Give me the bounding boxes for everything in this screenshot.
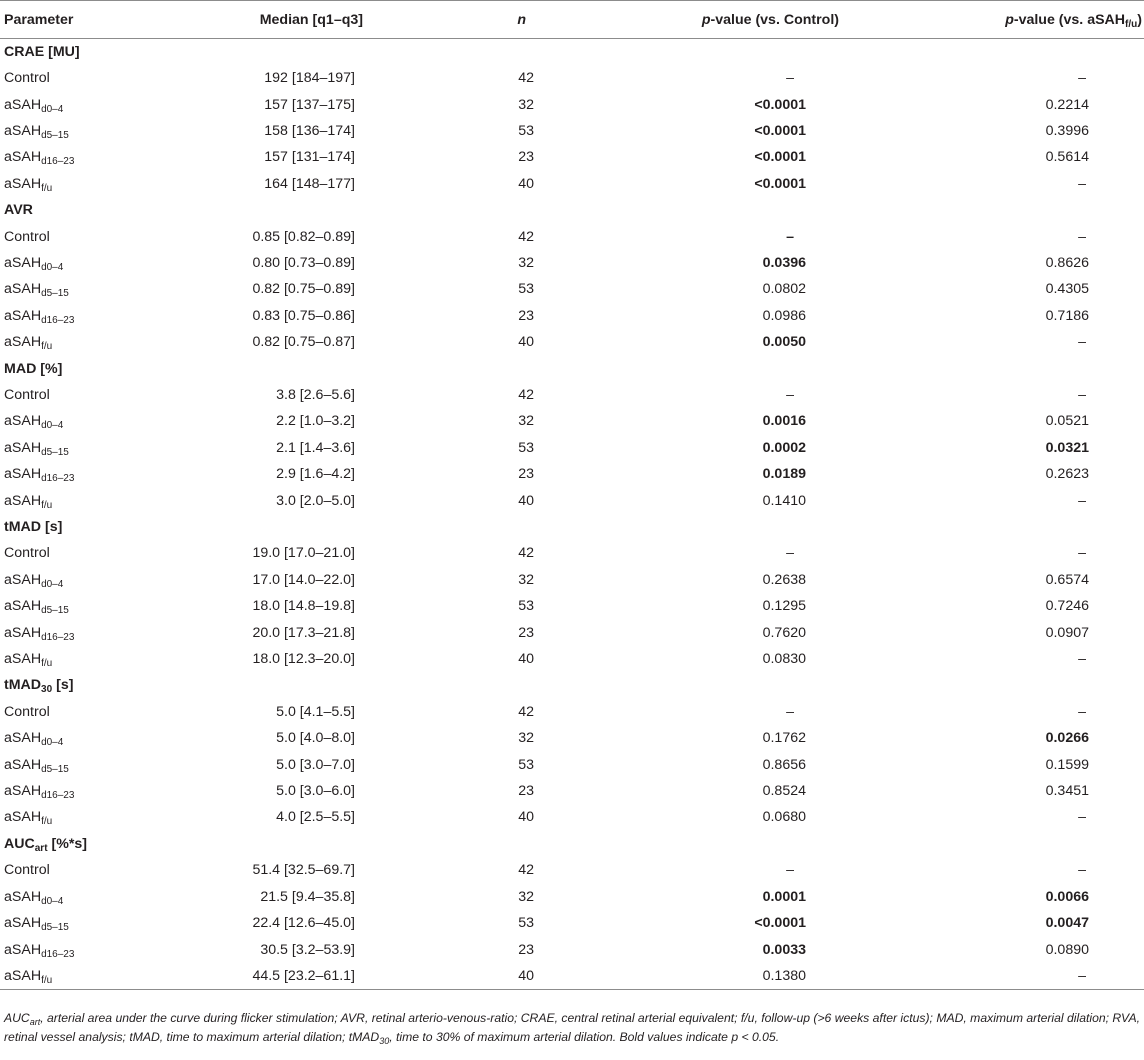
median-cell: 0.82 [0.75–0.87] bbox=[252, 334, 355, 351]
p-followup-cell: 0.3451 bbox=[1045, 783, 1089, 800]
p-control-cell: 0.0033 bbox=[762, 941, 806, 958]
median-cell: 3.8 [2.6–5.6] bbox=[276, 386, 355, 403]
p-followup-cell: 0.0047 bbox=[1045, 915, 1089, 932]
group-label: aSAH$_{d5-15}$ bbox=[4, 598, 69, 617]
p-control-cell: 0.1410 bbox=[762, 492, 806, 509]
header-parameter: Parameter bbox=[0, 1, 198, 39]
median-cell: 2.2 [1.0–3.2] bbox=[276, 413, 355, 430]
p-control-cell: 0.0002 bbox=[762, 439, 806, 456]
table-row bbox=[0, 699, 1144, 725]
group-label: aSAH$_{d16-23}$ bbox=[4, 941, 75, 960]
section-label: MAD [%] bbox=[4, 360, 63, 377]
section-row-crae bbox=[0, 39, 1144, 65]
p-control-cell: – bbox=[786, 228, 794, 245]
p-control-cell: 0.1762 bbox=[762, 730, 806, 747]
n-cell: 40 bbox=[518, 334, 534, 351]
p-control-cell: <0.0001 bbox=[754, 915, 806, 932]
p-followup-cell: 0.0266 bbox=[1045, 730, 1089, 747]
p-control-cell: 0.0680 bbox=[762, 809, 806, 826]
median-cell: 22.4 [12.6–45.0] bbox=[252, 915, 355, 932]
n-cell: 32 bbox=[518, 96, 534, 113]
p-control-cell: <0.0001 bbox=[754, 122, 806, 139]
section-row-tmad bbox=[0, 514, 1144, 540]
group-label: aSAH$_{f/u}$ bbox=[4, 334, 53, 353]
p-followup-cell: – bbox=[1078, 334, 1086, 351]
group-label: aSAH$_{d0-4}$ bbox=[4, 254, 64, 273]
group-label: aSAH$_{d16-23}$ bbox=[4, 783, 75, 802]
table-row bbox=[0, 144, 1144, 170]
header-n: n bbox=[460, 1, 622, 39]
group-label: aSAH$_{f/u}$ bbox=[4, 492, 53, 511]
p-control-cell: – bbox=[786, 703, 794, 720]
table-row bbox=[0, 223, 1144, 249]
p-followup-cell: – bbox=[869, 963, 1144, 989]
n-cell: 42 bbox=[518, 862, 534, 879]
group-label: Control bbox=[4, 862, 50, 879]
median-cell: 192 [184–197] bbox=[264, 70, 355, 87]
group-label: aSAH$_{d5-15}$ bbox=[4, 122, 69, 141]
table-row bbox=[0, 276, 1144, 302]
p-control-cell: 0.1380 bbox=[622, 963, 869, 989]
group-label: aSAH$_{d5-15}$ bbox=[4, 439, 69, 458]
table-row bbox=[0, 540, 1144, 566]
section-row-mad bbox=[0, 355, 1144, 381]
p-followup-cell: 0.0521 bbox=[1045, 413, 1089, 430]
section-label: tMAD [s] bbox=[4, 519, 63, 536]
median-cell: 5.0 [4.0–8.0] bbox=[276, 730, 355, 747]
p-control-cell: 0.0830 bbox=[762, 651, 806, 668]
median-cell: 2.9 [1.6–4.2] bbox=[276, 466, 355, 483]
table-row bbox=[0, 329, 1144, 355]
table-row bbox=[0, 963, 1144, 989]
table-row bbox=[0, 408, 1144, 434]
section-label: tMAD$_{30}$ [s] bbox=[4, 677, 74, 696]
p-control-cell: 0.0050 bbox=[762, 334, 806, 351]
median-cell: 0.82 [0.75–0.89] bbox=[252, 281, 355, 298]
table-row bbox=[0, 778, 1144, 804]
group-label: aSAH$_{d0-4}$ bbox=[4, 888, 64, 907]
median-cell: 0.80 [0.73–0.89] bbox=[252, 254, 355, 271]
table-row bbox=[0, 435, 1144, 461]
median-cell: 18.0 [14.8–19.8] bbox=[252, 598, 355, 615]
median-cell: 5.0 [3.0–7.0] bbox=[276, 756, 355, 773]
n-cell: 53 bbox=[518, 756, 534, 773]
n-cell: 42 bbox=[518, 545, 534, 562]
n-cell: 40 bbox=[460, 963, 622, 989]
group-label: aSAH$_{f/u}$ bbox=[4, 175, 53, 194]
section-row-tmad30 bbox=[0, 672, 1144, 698]
p-followup-cell: 0.0907 bbox=[1045, 624, 1089, 641]
p-followup-cell: – bbox=[1078, 228, 1086, 245]
p-followup-cell: 0.0321 bbox=[1045, 439, 1089, 456]
p-followup-cell: 0.0890 bbox=[1045, 941, 1089, 958]
p-control-cell: 0.1295 bbox=[762, 598, 806, 615]
n-cell: 40 bbox=[518, 809, 534, 826]
median-cell: 3.0 [2.0–5.0] bbox=[276, 492, 355, 509]
p-followup-cell: 0.5614 bbox=[1045, 149, 1089, 166]
p-control-cell: <0.0001 bbox=[754, 96, 806, 113]
p-control-cell: 0.2638 bbox=[762, 571, 806, 588]
n-cell: 53 bbox=[518, 281, 534, 298]
n-cell: 40 bbox=[518, 175, 534, 192]
median-cell: 157 [137–175] bbox=[264, 96, 355, 113]
table-row bbox=[0, 646, 1144, 672]
p-control-cell: – bbox=[786, 545, 794, 562]
p-followup-cell: 0.8626 bbox=[1045, 254, 1089, 271]
section-label: AVR bbox=[4, 202, 33, 219]
p-control-cell: 0.0016 bbox=[762, 413, 806, 430]
p-followup-cell: 0.4305 bbox=[1045, 281, 1089, 298]
p-control-cell: 0.8656 bbox=[762, 756, 806, 773]
table-row bbox=[0, 593, 1144, 619]
p-followup-cell: – bbox=[1078, 703, 1086, 720]
median-cell: 164 [148–177] bbox=[264, 175, 355, 192]
median-cell: 2.1 [1.4–3.6] bbox=[276, 439, 355, 456]
median-cell: 157 [131–174] bbox=[264, 149, 355, 166]
group-label: aSAH$_{d16-23}$ bbox=[4, 624, 75, 643]
n-cell: 32 bbox=[518, 571, 534, 588]
header-p-control: p-value (vs. Control) bbox=[622, 1, 869, 39]
p-followup-cell: – bbox=[1078, 862, 1086, 879]
p-control-cell: 0.0802 bbox=[762, 281, 806, 298]
p-followup-cell: 0.0066 bbox=[1045, 888, 1089, 905]
p-followup-cell: 0.7186 bbox=[1045, 307, 1089, 324]
group-label: Control bbox=[4, 386, 50, 403]
n-cell: 40 bbox=[518, 492, 534, 509]
n-cell: 53 bbox=[518, 122, 534, 139]
p-followup-cell: 0.7246 bbox=[1045, 598, 1089, 615]
group-label: aSAH$_{d0-4}$ bbox=[4, 730, 64, 749]
header-p-followup: p-value (vs. aSAH$_{f/u}$) bbox=[869, 1, 1144, 39]
section-row-avr bbox=[0, 197, 1144, 223]
n-cell: 42 bbox=[518, 228, 534, 245]
p-control-cell: 0.0189 bbox=[762, 466, 806, 483]
table-header-row bbox=[0, 1, 1144, 39]
median-cell: 30.5 [3.2–53.9] bbox=[260, 941, 355, 958]
group-label: aSAH$_{d16-23}$ bbox=[4, 307, 75, 326]
median-cell: 18.0 [12.3–20.0] bbox=[252, 651, 355, 668]
n-cell: 42 bbox=[518, 386, 534, 403]
p-followup-cell: 0.2623 bbox=[1045, 466, 1089, 483]
p-followup-cell: – bbox=[1078, 809, 1086, 826]
n-cell: 40 bbox=[518, 651, 534, 668]
table-row bbox=[0, 567, 1144, 593]
median-cell: 0.83 [0.75–0.86] bbox=[252, 307, 355, 324]
table-row bbox=[0, 65, 1144, 91]
p-followup-cell: – bbox=[1078, 651, 1086, 668]
p-control-cell: 0.8524 bbox=[762, 783, 806, 800]
n-cell: 23 bbox=[518, 307, 534, 324]
table-row bbox=[0, 857, 1144, 883]
table-row bbox=[0, 171, 1144, 197]
table-row bbox=[0, 303, 1144, 329]
section-label: $AUC_{art}$ [%*s] bbox=[4, 835, 87, 854]
table-row bbox=[0, 910, 1144, 936]
table-row bbox=[0, 751, 1144, 777]
p-control-cell: <0.0001 bbox=[754, 149, 806, 166]
group-label: aSAH$_{d0-4}$ bbox=[4, 413, 64, 432]
median-cell: 17.0 [14.0–22.0] bbox=[252, 571, 355, 588]
group-label: aSAH$_{f/u}$ bbox=[0, 963, 198, 989]
n-cell: 23 bbox=[518, 941, 534, 958]
p-followup-cell: 0.6574 bbox=[1045, 571, 1089, 588]
group-label: aSAH$_{d16-23}$ bbox=[4, 149, 75, 168]
n-cell: 32 bbox=[518, 254, 534, 271]
p-control-cell: 0.7620 bbox=[762, 624, 806, 641]
n-cell: 53 bbox=[518, 598, 534, 615]
median-cell: 5.0 [4.1–5.5] bbox=[276, 703, 355, 720]
table-row bbox=[0, 884, 1144, 910]
table-row bbox=[0, 619, 1144, 645]
median-cell: 21.5 [9.4–35.8] bbox=[260, 888, 355, 905]
group-label: aSAH$_{f/u}$ bbox=[4, 651, 53, 670]
median-cell: 51.4 [32.5–69.7] bbox=[252, 862, 355, 879]
p-control-cell: – bbox=[786, 386, 794, 403]
p-control-cell: 0.0001 bbox=[762, 888, 806, 905]
table-row bbox=[0, 936, 1144, 962]
table-row bbox=[0, 487, 1144, 513]
group-label: Control bbox=[4, 228, 50, 245]
p-followup-cell: 0.2214 bbox=[1045, 96, 1089, 113]
p-followup-cell: – bbox=[1078, 70, 1086, 87]
p-followup-cell: – bbox=[1078, 175, 1086, 192]
n-cell: 53 bbox=[518, 439, 534, 456]
p-followup-cell: 0.3996 bbox=[1045, 122, 1089, 139]
median-cell: 0.85 [0.82–0.89] bbox=[252, 228, 355, 245]
table-row bbox=[0, 250, 1144, 276]
group-label: aSAH$_{d5-15}$ bbox=[4, 281, 69, 300]
n-cell: 23 bbox=[518, 466, 534, 483]
group-label: aSAH$_{d16-23}$ bbox=[4, 466, 75, 485]
group-label: Control bbox=[4, 703, 50, 720]
table-footnote: $AUC_{art}$, arterial area under the curve during flicker stimulation; AVR, retinal arterio-venous-ratio; CRAE, central retinal arterial equivalent; f/u, follow-up (>6 weeks after ictus); MAD, maximum arterial dilation; RVA, retinal vessel analysis; tMAD, time to maximum arterial dilation; tMAD$_{30}$, time to 30% of maximum arterial dilation. Bold values indicate p < 0.05. bbox=[4, 1011, 1140, 1046]
n-cell: 23 bbox=[518, 783, 534, 800]
group-label: aSAH$_{d0-4}$ bbox=[4, 96, 64, 115]
p-control-cell: – bbox=[786, 862, 794, 879]
n-cell: 32 bbox=[518, 730, 534, 747]
p-control-cell: 0.0396 bbox=[762, 254, 806, 271]
table-row bbox=[0, 725, 1144, 751]
table-row bbox=[0, 804, 1144, 830]
p-followup-cell: 0.1599 bbox=[1045, 756, 1089, 773]
group-label: Control bbox=[4, 70, 50, 87]
group-label: aSAH$_{d5-15}$ bbox=[4, 915, 69, 934]
n-cell: 32 bbox=[518, 888, 534, 905]
median-cell: 5.0 [3.0–6.0] bbox=[276, 783, 355, 800]
n-cell: 32 bbox=[518, 413, 534, 430]
n-cell: 42 bbox=[518, 703, 534, 720]
section-label: CRAE [MU] bbox=[4, 43, 80, 60]
median-cell: 19.0 [17.0–21.0] bbox=[252, 545, 355, 562]
table-row bbox=[0, 91, 1144, 117]
median-cell: 4.0 [2.5–5.5] bbox=[276, 809, 355, 826]
p-control-cell: 0.0986 bbox=[762, 307, 806, 324]
n-cell: 42 bbox=[518, 70, 534, 87]
header-median: Median [q1–q3] bbox=[198, 1, 460, 39]
median-cell: 20.0 [17.3–21.8] bbox=[252, 624, 355, 641]
n-cell: 23 bbox=[518, 624, 534, 641]
p-followup-cell: – bbox=[1078, 545, 1086, 562]
median-cell: 44.5 [23.2–61.1] bbox=[198, 963, 460, 989]
median-cell: 158 [136–174] bbox=[264, 122, 355, 139]
table-row bbox=[0, 461, 1144, 487]
n-cell: 23 bbox=[518, 149, 534, 166]
table-row bbox=[0, 118, 1144, 144]
p-control-cell: – bbox=[786, 70, 794, 87]
group-label: aSAH$_{d5-15}$ bbox=[4, 756, 69, 775]
group-label: aSAH$_{f/u}$ bbox=[4, 809, 53, 828]
group-label: aSAH$_{d0-4}$ bbox=[4, 571, 64, 590]
p-followup-cell: – bbox=[1078, 386, 1086, 403]
table-row bbox=[0, 382, 1144, 408]
n-cell: 53 bbox=[518, 915, 534, 932]
section-row-auc bbox=[0, 831, 1144, 857]
p-followup-cell: – bbox=[1078, 492, 1086, 509]
group-label: Control bbox=[4, 545, 50, 562]
p-control-cell: <0.0001 bbox=[754, 175, 806, 192]
